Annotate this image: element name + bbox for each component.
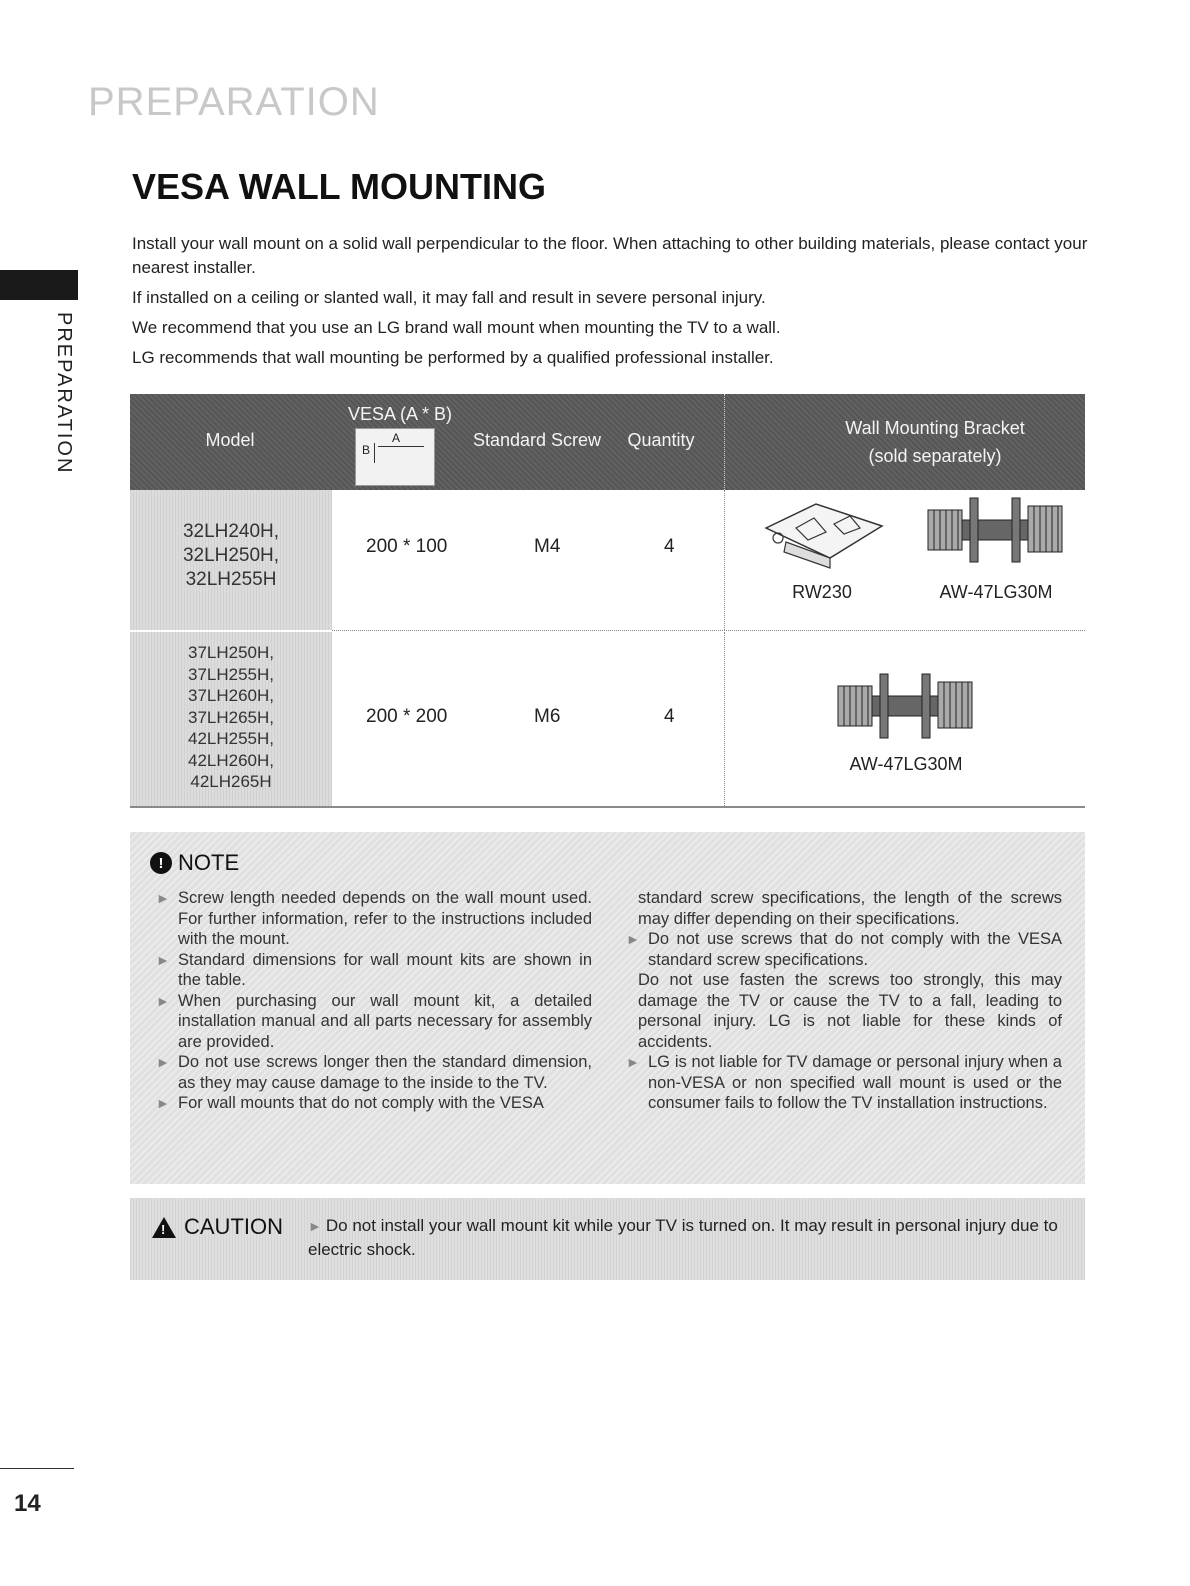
caution-text bbox=[308, 1214, 1058, 1262]
model-name: 42LH265H bbox=[190, 772, 272, 791]
warning-triangle-icon: ! bbox=[152, 1217, 176, 1238]
page-number: 14 bbox=[14, 1490, 41, 1517]
intro-line: Install your wall mount on a solid wall perpendicular to the floor. When attaching to other building materials, please contact your nearest installer. bbox=[132, 234, 1088, 277]
note-box bbox=[130, 832, 1085, 1184]
model-name: 37LH255H, bbox=[187, 664, 274, 684]
note-column-right bbox=[624, 888, 1062, 1114]
header-bracket-line1: Wall Mounting Bracket bbox=[845, 418, 1025, 438]
note-item: Standard dimensions for wall mount kits are shown in the table. bbox=[178, 950, 592, 989]
intro-line: We recommend that you use an LG brand wall mount when mounting the TV to a wall. bbox=[132, 318, 781, 337]
model-name: 42LH260H, bbox=[187, 750, 274, 770]
note-item: LG is not liable for TV damage or personal injury when a non-VESA or non specified wall mount is used or the consumer fails to follow the TV installation instructions. bbox=[648, 1053, 1062, 1112]
arrow-bullet-icon: ► bbox=[626, 931, 640, 947]
model-name: 37LH250H, bbox=[187, 643, 274, 662]
vesa-b-label: B bbox=[362, 443, 371, 457]
model-name: 37LH265H, bbox=[187, 707, 274, 727]
note-item: Screw length needed depends on the wall mount used. For further information, refer to the instructions included with the mount. bbox=[178, 889, 592, 948]
model-name: 37LH260H, bbox=[187, 686, 274, 705]
aw47lg30m-bracket-icon bbox=[836, 670, 974, 742]
note-item-continued: standard screw specifications, the length of the screws may differ depending on their specifications. bbox=[638, 889, 1062, 928]
note-column-left bbox=[154, 888, 592, 1114]
vesa-value: 200 * 200 bbox=[366, 706, 448, 727]
model-name: 32LH255H bbox=[185, 569, 277, 590]
header-screw: Standard Screw bbox=[472, 430, 602, 450]
side-tab bbox=[52, 312, 78, 475]
screw-value: M6 bbox=[534, 706, 561, 727]
arrow-bullet-icon: ► bbox=[156, 1095, 170, 1111]
intro-line: LG recommends that wall mounting be performed by a qualified professional installer. bbox=[132, 348, 774, 367]
header-vesa: VESA (A * B) bbox=[347, 404, 453, 424]
screw-value: M4 bbox=[534, 536, 561, 557]
arrow-bullet-icon: ► bbox=[308, 1218, 322, 1234]
note-heading bbox=[150, 850, 239, 876]
caution-title: CAUTION bbox=[184, 1214, 283, 1239]
table-row-model-cell bbox=[130, 490, 332, 630]
aw47lg30m-bracket-icon bbox=[926, 494, 1064, 566]
arrow-bullet-icon: ► bbox=[156, 951, 170, 968]
quantity-value: 4 bbox=[664, 536, 675, 557]
side-tab-label: PREPARATION bbox=[53, 312, 75, 475]
arrow-bullet-icon: ► bbox=[626, 1054, 640, 1070]
bracket-label: RW230 bbox=[792, 582, 852, 602]
intro-line: If installed on a ceiling or slanted wall, it may fall and result in severe personal injury. bbox=[132, 288, 766, 307]
chapter-title: PREPARATION bbox=[88, 80, 380, 124]
note-item: Do not use screws that do not comply with the VESA standard screw specifications. bbox=[648, 930, 1062, 969]
rw230-bracket-icon bbox=[756, 498, 890, 572]
note-title: NOTE bbox=[178, 850, 240, 875]
caution-box bbox=[130, 1198, 1085, 1280]
bracket-label: AW-47LG30M bbox=[939, 582, 1053, 602]
table-row-model-cell bbox=[130, 632, 332, 806]
note-item: Do not use screws longer then the standard dimension, as they may cause damage to the inside to the TV. bbox=[178, 1053, 592, 1092]
note-item-plain: Do not use fasten the screws too strongly, this may damage the TV or cause the TV to a fall, leading to personal injury. LG is not liable for these kinds of accidents. bbox=[638, 971, 1062, 1051]
bracket-label: AW-47LG30M bbox=[849, 754, 963, 774]
vesa-spec-table bbox=[130, 394, 1085, 812]
model-name: 32LH250H, bbox=[182, 545, 280, 566]
vesa-diagram-icon bbox=[355, 428, 435, 486]
arrow-bullet-icon: ► bbox=[156, 992, 170, 1009]
vesa-a-label: A bbox=[392, 431, 401, 445]
note-item: For wall mounts that do not comply with the VESA bbox=[178, 1094, 544, 1112]
header-model: Model bbox=[205, 430, 255, 450]
side-tab-marker bbox=[0, 270, 78, 300]
section-title: VESA WALL MOUNTING bbox=[132, 166, 546, 207]
model-name: 42LH255H, bbox=[187, 729, 274, 748]
header-bracket bbox=[790, 414, 1080, 470]
arrow-bullet-icon: ► bbox=[156, 1054, 170, 1070]
arrow-bullet-icon: ► bbox=[156, 890, 170, 906]
intro-text bbox=[132, 232, 1092, 376]
caution-heading bbox=[152, 1214, 283, 1240]
vesa-value: 200 * 100 bbox=[366, 536, 448, 557]
caution-message: Do not install your wall mount kit while your TV is turned on. It may result in personal injury due to electric shock. bbox=[308, 1216, 1058, 1259]
exclamation-icon: ! bbox=[150, 852, 172, 874]
header-bracket-line2: (sold separately) bbox=[868, 446, 1002, 466]
table-header bbox=[130, 394, 1085, 490]
header-quantity: Quantity bbox=[627, 430, 695, 450]
model-name: 32LH240H, bbox=[182, 521, 280, 542]
quantity-value: 4 bbox=[664, 706, 675, 727]
note-item: When purchasing our wall mount kit, a detailed installation manual and all parts necessary for assembly are provided. bbox=[178, 991, 592, 1051]
footer-divider bbox=[0, 1468, 74, 1469]
